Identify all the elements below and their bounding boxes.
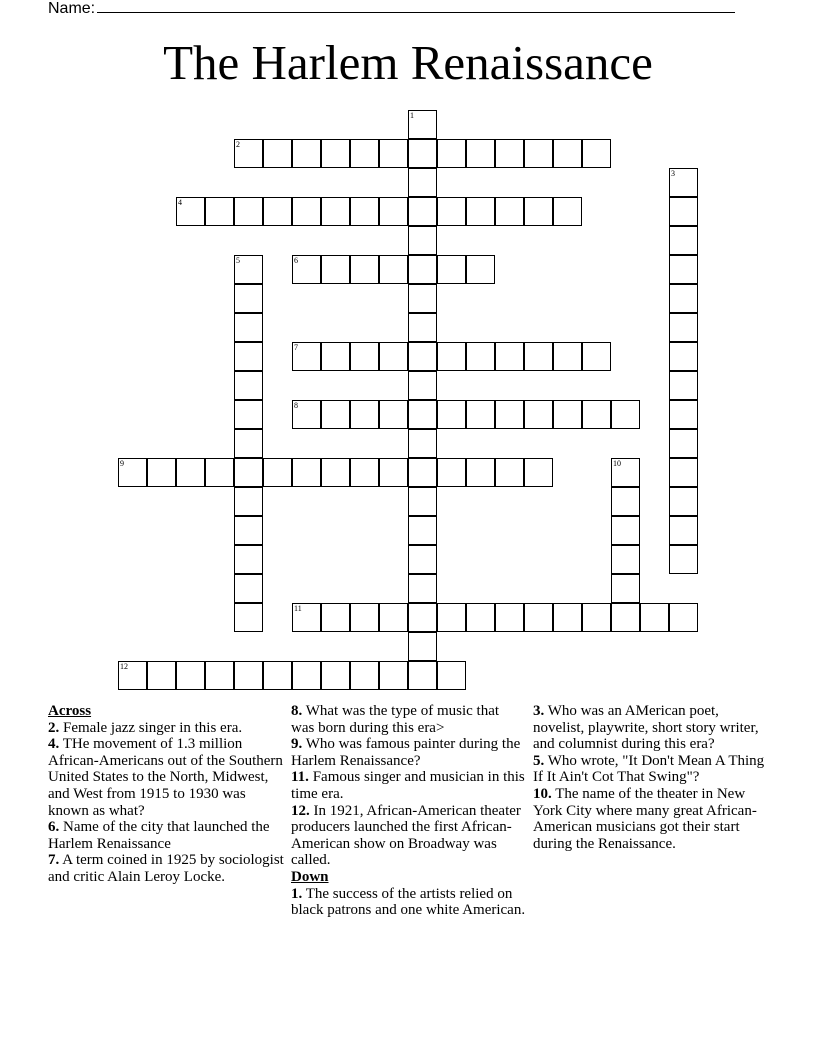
grid-cell[interactable] [205, 661, 234, 690]
grid-cell[interactable] [495, 139, 524, 168]
grid-cell[interactable] [176, 458, 205, 487]
grid-cell[interactable] [495, 603, 524, 632]
grid-cell[interactable] [234, 661, 263, 690]
grid-cell[interactable] [234, 516, 263, 545]
clue-number: 8. [291, 703, 303, 719]
name-underline[interactable] [97, 0, 735, 13]
across-clue [291, 703, 526, 736]
grid-cell[interactable] [263, 197, 292, 226]
grid-cell[interactable] [176, 197, 205, 226]
clue-text: A term coined in 1925 by sociologist and critic Alain Leroy Locke. [48, 852, 284, 885]
grid-cell[interactable] [292, 458, 321, 487]
clue-number: 12 [120, 662, 128, 671]
grid-cell[interactable] [321, 400, 350, 429]
grid-cell[interactable] [495, 197, 524, 226]
grid-cell[interactable] [379, 603, 408, 632]
clue-number: 5. [533, 752, 545, 769]
grid-cell[interactable] [466, 458, 495, 487]
clue-number: 9. [291, 736, 303, 753]
page-title: The Harlem Renaissance [163, 35, 653, 90]
clue-number: 7. [48, 852, 60, 869]
grid-cell[interactable] [408, 400, 437, 429]
grid-cell[interactable] [524, 139, 553, 168]
grid-cell[interactable] [437, 603, 466, 632]
grid-cell[interactable] [234, 603, 263, 632]
grid-cell[interactable] [118, 458, 147, 487]
grid-cell[interactable] [408, 632, 437, 661]
grid-cell[interactable] [669, 255, 698, 284]
grid-cell[interactable] [611, 400, 640, 429]
grid-cell[interactable] [611, 487, 640, 516]
grid-cell[interactable] [408, 342, 437, 371]
grid-cell[interactable] [524, 458, 553, 487]
clue-text: Name of the city that launched the Harlem Renaissance [48, 819, 270, 852]
across-clue [291, 769, 526, 802]
grid-cell[interactable] [524, 197, 553, 226]
clue-number: 6. [48, 819, 60, 836]
grid-cell[interactable] [669, 313, 698, 342]
grid-cell[interactable] [408, 429, 437, 458]
grid-cell[interactable] [234, 284, 263, 313]
down-heading: Down [291, 868, 329, 885]
clue-text: Female jazz singer in this era. [63, 719, 243, 736]
down-clue [533, 703, 773, 753]
grid-cell[interactable] [350, 342, 379, 371]
clue-number: 5 [236, 256, 240, 265]
grid-cell[interactable] [553, 197, 582, 226]
grid-cell[interactable] [234, 574, 263, 603]
grid-cell[interactable] [292, 661, 321, 690]
name-label: Name: [48, 0, 96, 17]
grid-cell[interactable] [611, 516, 640, 545]
grid-cell[interactable] [234, 487, 263, 516]
grid-cell[interactable] [495, 458, 524, 487]
grid-cell[interactable] [234, 371, 263, 400]
grid-cell[interactable] [553, 139, 582, 168]
grid-cell[interactable] [669, 197, 698, 226]
clue-number: 1 [410, 111, 414, 120]
grid-cell[interactable] [611, 603, 640, 632]
grid-cell[interactable] [292, 197, 321, 226]
grid-cell[interactable] [321, 197, 350, 226]
grid-cell[interactable] [669, 545, 698, 574]
grid-cell[interactable] [350, 197, 379, 226]
clue-column-1 [48, 703, 288, 886]
grid-cell[interactable] [234, 197, 263, 226]
down-clue [291, 886, 526, 919]
clue-text: THe movement of 1.3 million African-Americans out of the Southern United States to the North, Midwest, and West from 1915 to 1930 was known as what? [48, 736, 283, 819]
grid-cell[interactable] [582, 139, 611, 168]
clue-number: 11. [291, 769, 309, 786]
grid-cell[interactable] [234, 400, 263, 429]
clue-text: Who was famous painter during the Harlem Renaissance? [291, 736, 521, 769]
grid-cell[interactable] [553, 603, 582, 632]
grid-cell[interactable] [611, 574, 640, 603]
grid-cell[interactable] [234, 313, 263, 342]
grid-cell[interactable] [524, 342, 553, 371]
grid-cell[interactable] [466, 197, 495, 226]
grid-cell[interactable] [640, 603, 669, 632]
grid-cell[interactable] [408, 487, 437, 516]
grid-cell[interactable] [321, 255, 350, 284]
clue-number: 4 [178, 198, 182, 207]
across-clue [48, 819, 288, 852]
grid-cell[interactable] [437, 661, 466, 690]
grid-cell[interactable] [379, 661, 408, 690]
clue-text: In 1921, African-American theater producers launched the first African-American show on Broadway was called. [291, 802, 521, 869]
grid-cell[interactable] [437, 400, 466, 429]
grid-cell[interactable] [669, 371, 698, 400]
grid-cell[interactable] [292, 139, 321, 168]
grid-cell[interactable] [263, 661, 292, 690]
grid-cell[interactable] [437, 197, 466, 226]
grid-cell[interactable] [437, 342, 466, 371]
clue-number: 1. [291, 885, 303, 902]
grid-cell[interactable] [669, 487, 698, 516]
name-field[interactable] [48, 0, 735, 18]
grid-cell[interactable] [669, 429, 698, 458]
grid-cell[interactable] [553, 342, 582, 371]
grid-cell[interactable] [176, 661, 205, 690]
across-clue [48, 736, 288, 819]
grid-cell[interactable] [408, 313, 437, 342]
grid-cell[interactable] [408, 516, 437, 545]
clue-number: 11 [294, 604, 302, 613]
grid-cell[interactable] [466, 139, 495, 168]
grid-cell[interactable] [350, 661, 379, 690]
grid-cell[interactable] [408, 255, 437, 284]
clue-column-3 [533, 703, 773, 852]
grid-cell[interactable] [408, 284, 437, 313]
grid-cell[interactable] [524, 400, 553, 429]
across-clue [48, 720, 288, 737]
clue-number: 8 [294, 401, 298, 410]
clue-number: 2. [48, 719, 60, 736]
grid-cell[interactable] [321, 139, 350, 168]
grid-cell[interactable] [234, 429, 263, 458]
grid-cell[interactable] [379, 139, 408, 168]
grid-cell[interactable] [408, 110, 437, 139]
grid-cell[interactable] [379, 458, 408, 487]
grid-cell[interactable] [669, 284, 698, 313]
grid-cell[interactable] [669, 400, 698, 429]
grid-cell[interactable] [321, 458, 350, 487]
grid-cell[interactable] [437, 458, 466, 487]
grid-cell[interactable] [495, 400, 524, 429]
grid-cell[interactable] [408, 545, 437, 574]
grid-cell[interactable] [408, 371, 437, 400]
grid-cell[interactable] [292, 603, 321, 632]
clue-number: 7 [294, 343, 298, 352]
grid-cell[interactable] [437, 255, 466, 284]
grid-cell[interactable] [408, 139, 437, 168]
grid-cell[interactable] [669, 168, 698, 197]
grid-cell[interactable] [263, 139, 292, 168]
grid-cell[interactable] [321, 603, 350, 632]
grid-cell[interactable] [669, 516, 698, 545]
grid-cell[interactable] [118, 661, 147, 690]
clue-number: 2 [236, 140, 240, 149]
clue-column-2 [291, 703, 526, 919]
grid-cell[interactable] [379, 342, 408, 371]
grid-cell[interactable] [408, 603, 437, 632]
grid-cell[interactable] [553, 400, 582, 429]
grid-cell[interactable] [379, 197, 408, 226]
grid-cell[interactable] [408, 168, 437, 197]
down-clue [533, 753, 773, 786]
grid-cell[interactable] [582, 400, 611, 429]
across-clue [291, 803, 526, 869]
grid-cell[interactable] [379, 400, 408, 429]
clue-number: 10. [533, 785, 552, 802]
grid-cell[interactable] [350, 400, 379, 429]
across-clue [48, 852, 288, 885]
grid-cell[interactable] [611, 458, 640, 487]
grid-cell[interactable] [408, 458, 437, 487]
grid-cell[interactable] [408, 574, 437, 603]
grid-cell[interactable] [147, 458, 176, 487]
clue-text: Who wrote, "It Don't Mean A Thing If It Ain't Cot That Swing"? [533, 752, 765, 786]
clue-text: Famous singer and musician in this time era. [291, 769, 525, 802]
grid-cell[interactable] [350, 255, 379, 284]
grid-cell[interactable] [234, 545, 263, 574]
grid-cell[interactable] [292, 400, 321, 429]
grid-cell[interactable] [350, 603, 379, 632]
grid-cell[interactable] [321, 342, 350, 371]
clue-number: 4. [48, 736, 60, 753]
clue-number: 12. [291, 802, 310, 819]
grid-cell[interactable] [292, 255, 321, 284]
clue-number: 6 [294, 256, 298, 265]
grid-cell[interactable] [234, 255, 263, 284]
grid-cell[interactable] [234, 458, 263, 487]
across-clue [291, 736, 526, 769]
grid-cell[interactable] [234, 139, 263, 168]
grid-cell[interactable] [350, 139, 379, 168]
clue-text: The success of the artists relied on black patrons and one white American. [291, 885, 526, 919]
across-heading: Across [48, 703, 92, 719]
grid-cell[interactable] [669, 603, 698, 632]
grid-cell[interactable] [321, 661, 350, 690]
grid-cell[interactable] [408, 226, 437, 255]
grid-cell[interactable] [437, 139, 466, 168]
clue-number: 10 [613, 459, 621, 468]
grid-cell[interactable] [234, 342, 263, 371]
down-clue [533, 786, 773, 852]
grid-cell[interactable] [292, 342, 321, 371]
grid-cell[interactable] [669, 226, 698, 255]
grid-cell[interactable] [582, 603, 611, 632]
clue-text: The name of the theater in New York City where many great African-American musicians got their start during the Renaissance. [533, 785, 757, 852]
grid-cell[interactable] [466, 255, 495, 284]
grid-cell[interactable] [669, 458, 698, 487]
grid-cell[interactable] [524, 603, 553, 632]
grid-cell[interactable] [466, 400, 495, 429]
clue-text: What was the type of music that was born during this era> [291, 703, 500, 736]
grid-cell[interactable] [350, 458, 379, 487]
grid-cell[interactable] [205, 197, 234, 226]
grid-cell[interactable] [408, 661, 437, 690]
grid-cell[interactable] [379, 255, 408, 284]
grid-cell[interactable] [147, 661, 176, 690]
grid-cell[interactable] [408, 197, 437, 226]
grid-cell[interactable] [611, 545, 640, 574]
clue-number: 3. [533, 703, 545, 719]
grid-cell[interactable] [263, 458, 292, 487]
grid-cell[interactable] [466, 603, 495, 632]
clue-number: 9 [120, 459, 124, 468]
grid-cell[interactable] [205, 458, 234, 487]
grid-cell[interactable] [582, 342, 611, 371]
grid-cell[interactable] [495, 342, 524, 371]
grid-cell[interactable] [466, 342, 495, 371]
grid-cell[interactable] [669, 342, 698, 371]
clue-text: Who was an AMerican poet, novelist, playwrite, short story writer, and columnist during this era? [533, 703, 759, 753]
clue-number: 3 [671, 169, 675, 178]
